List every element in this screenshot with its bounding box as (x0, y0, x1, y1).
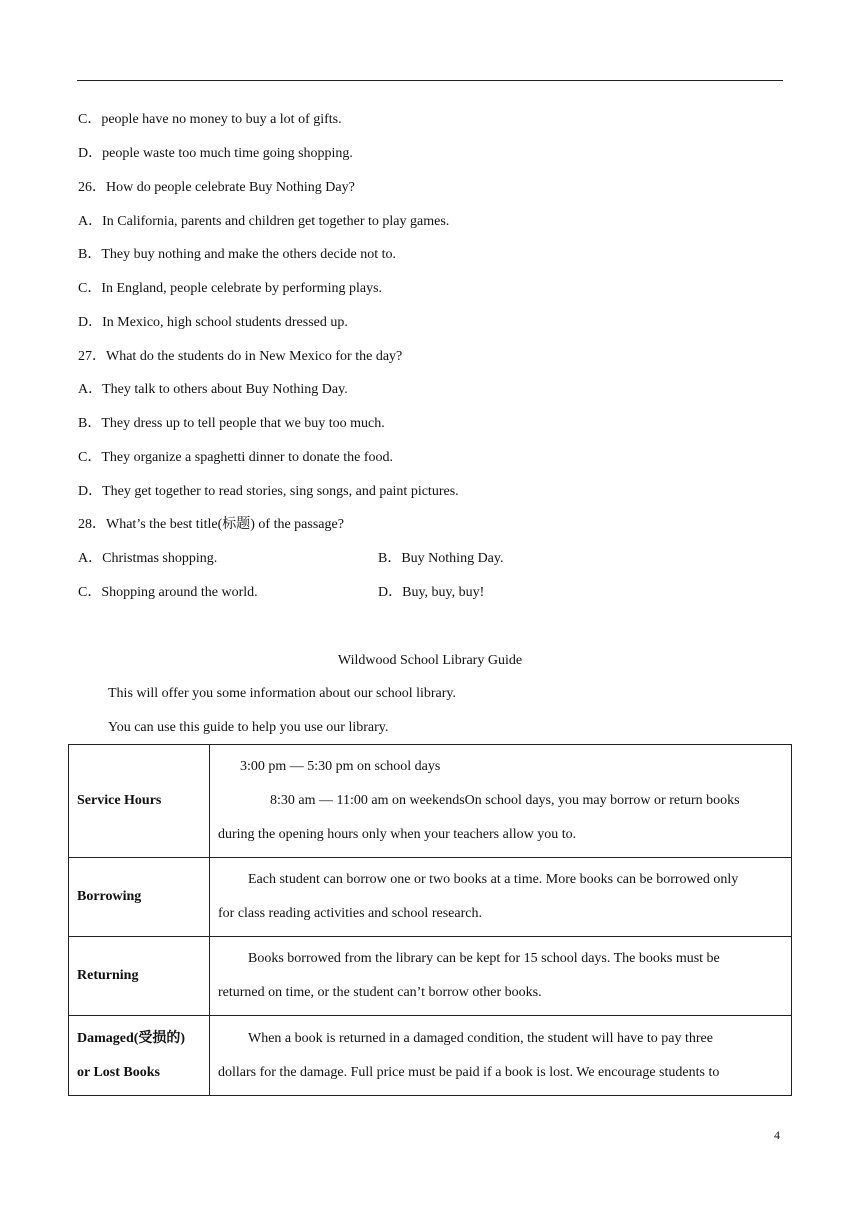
service-hours-line-3: during the opening hours only when your teachers allow you to. (218, 827, 577, 842)
passage-intro-1: This will offer you some information about our school library. (108, 686, 456, 701)
q28-option-c: C．Shopping around the world. (78, 585, 258, 600)
table-row (69, 937, 792, 1016)
q27-option-c: C．They organize a spaghetti dinner to donate the food. (78, 450, 394, 465)
row-label-returning: Returning (69, 937, 210, 1016)
damaged-line-1: When a book is returned in a damaged condition, the student will have to pay three (248, 1030, 713, 1046)
service-hours-line-2: 8:30 am — 11:00 am on weekendsOn school days, you may borrow or return books (270, 793, 740, 808)
row-label-service-hours: Service Hours (69, 745, 210, 858)
q25-option-c: C．people have no money to buy a lot of gifts. (78, 112, 342, 127)
q26-option-b: B．They buy nothing and make the others decide not to. (78, 247, 397, 262)
q26-option-a: A．In California, parents and children get together to play games. (78, 214, 450, 229)
q26-option-d: D．In Mexico, high school students dressed up. (78, 315, 348, 330)
borrowing-line-2: for class reading activities and school research. (218, 906, 482, 921)
q27-stem: 27．What do the students do in New Mexico for the day? (78, 349, 403, 364)
service-hours-line-1: 3:00 pm — 5:30 pm on school days (240, 759, 441, 774)
row-label-borrowing: Borrowing (69, 858, 210, 937)
page-number: 4 (774, 1128, 780, 1142)
q25-option-d: D．people waste too much time going shopping. (78, 146, 353, 161)
table-row (69, 1016, 792, 1096)
damaged-line-2: dollars for the damage. Full price must be paid if a book is lost. We encourage students to (218, 1064, 720, 1080)
row-content-returning (210, 937, 792, 1016)
q28-stem: 28．What’s the best title(标题) of the passage? (78, 517, 344, 532)
q26-stem: 26．How do people celebrate Buy Nothing Day? (78, 180, 355, 195)
q28-option-a: A．Christmas shopping. (78, 551, 218, 566)
library-guide-table (68, 744, 792, 1096)
passage-title: Wildwood School Library Guide (337, 653, 523, 668)
q27-option-d: D．They get together to read stories, sing songs, and paint pictures. (78, 484, 459, 499)
q28-option-b: B．Buy Nothing Day. (378, 551, 504, 566)
row-label-damaged-lost (69, 1016, 210, 1096)
q27-option-a: A．They talk to others about Buy Nothing Day. (78, 382, 348, 397)
row-content-service-hours (210, 745, 792, 858)
q28-option-d: D．Buy, buy, buy! (378, 585, 485, 600)
table-row (69, 745, 792, 858)
returning-line-1: Books borrowed from the library can be kept for 15 school days. The books must be (248, 951, 720, 966)
row-content-borrowing (210, 858, 792, 937)
borrowing-line-1: Each student can borrow one or two books at a time. More books can be borrowed only (248, 872, 739, 887)
damaged-label-line-1: Damaged(受损的) (77, 1030, 186, 1046)
table-row (69, 858, 792, 937)
q27-option-b: B．They dress up to tell people that we buy too much. (78, 416, 385, 431)
passage-intro-2: You can use this guide to help you use our library. (108, 720, 389, 735)
row-content-damaged-lost (210, 1016, 792, 1096)
q26-option-c: C．In England, people celebrate by performing plays. (78, 281, 383, 296)
damaged-label-line-2: or Lost Books (77, 1064, 160, 1080)
returning-line-2: returned on time, or the student can’t borrow other books. (218, 985, 542, 1000)
header-rule (77, 80, 783, 81)
